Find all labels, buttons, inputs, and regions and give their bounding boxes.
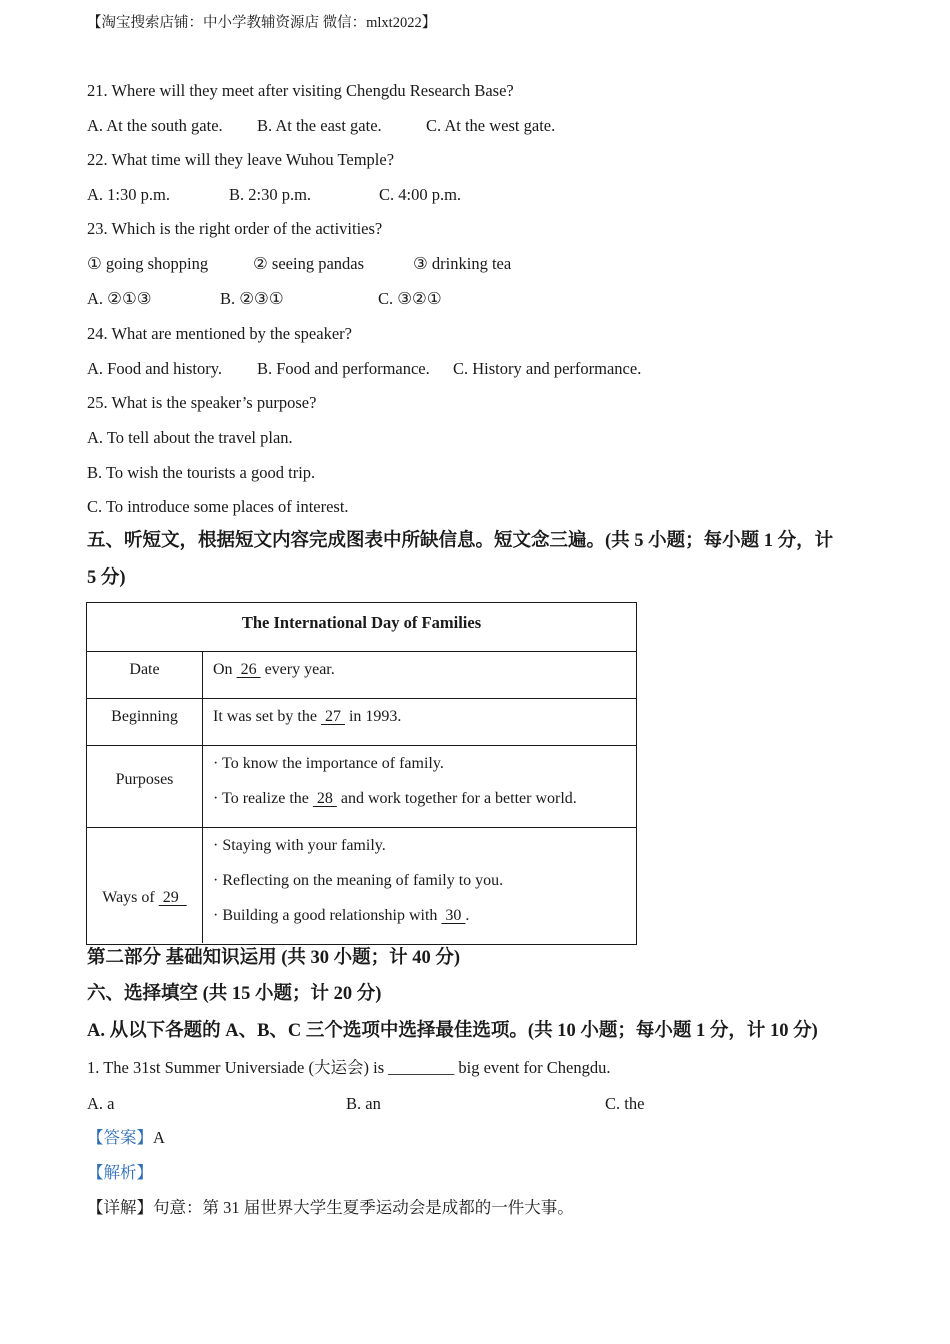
option-a: A. At the south gate. — [87, 116, 223, 135]
table-title: The International Day of Families — [87, 603, 636, 652]
option-c: C. History and performance. — [453, 359, 642, 378]
families-day-table — [86, 602, 637, 945]
row-content-beginning — [213, 698, 636, 745]
way-2: · Reflecting on the meaning of family to you. — [213, 872, 504, 889]
option-a: A. a — [87, 1094, 115, 1113]
option-c: C. ③②① — [378, 289, 442, 308]
answer-value: A — [153, 1128, 165, 1147]
option-b: B. ②③① — [220, 289, 284, 308]
question-21-options — [87, 116, 787, 136]
purpose-2: · To realize the 28 and work together for a better world. — [213, 790, 577, 807]
question-24: 24. What are mentioned by the speaker? — [87, 324, 352, 343]
option-b: B. 2:30 p.m. — [229, 185, 312, 204]
blank-29: 29 — [158, 889, 187, 906]
blank-28: 28 — [312, 790, 337, 807]
question-1-options — [87, 1094, 787, 1114]
option-a: A. Food and history. — [87, 359, 223, 378]
part-2-heading: 第二部分 基础知识运用 (共 30 小题；计 40 分) — [87, 948, 461, 968]
row-label-ways: Ways of 29 — [87, 828, 203, 943]
table-row-beginning — [87, 698, 636, 746]
question-25-option-b: B. To wish the tourists a good trip. — [87, 463, 316, 482]
option-c: C. 4:00 p.m. — [379, 185, 462, 204]
row-content-purposes — [213, 745, 636, 827]
question-1: 1. The 31st Summer Universiade (大运会) is ________ big event for Chengdu. — [87, 1058, 611, 1077]
section-6-heading: 六、选择填空 (共 15 小题；计 20 分) — [87, 984, 382, 1004]
table-row-ways — [87, 828, 636, 943]
row-label-purposes: Purposes — [87, 745, 203, 827]
question-25-option-c: C. To introduce some places of interest. — [87, 497, 349, 516]
answer-line — [87, 1128, 165, 1148]
question-24-options — [87, 359, 787, 379]
question-21: 21. Where will they meet after visiting Chengdu Research Base? — [87, 81, 514, 100]
question-25: 25. What is the speaker’s purpose? — [87, 393, 317, 412]
option-a: A. ②①③ — [87, 289, 152, 308]
question-23: 23. Which is the right order of the activities? — [87, 219, 383, 238]
detail-label: 【详解】 — [87, 1198, 153, 1217]
row-label-date: Date — [87, 651, 203, 698]
option-c: C. the — [605, 1094, 645, 1113]
question-22: 22. What time will they leave Wuhou Temple? — [87, 150, 395, 169]
date-text: On 26 every year. — [213, 661, 335, 678]
way-1: · Staying with your family. — [213, 837, 386, 854]
detail-line — [87, 1198, 574, 1218]
activity-item-2: ② seeing pandas — [253, 254, 365, 273]
question-22-options — [87, 185, 787, 205]
question-23-items — [87, 254, 787, 274]
option-b: B. Food and performance. — [257, 359, 430, 378]
way-3: · Building a good relationship with 30 . — [213, 907, 470, 924]
row-content-ways — [213, 828, 636, 943]
blank-30: 30 — [441, 907, 466, 924]
section-5-heading-cont: 5 分) — [87, 568, 126, 588]
question-25-option-a: A. To tell about the travel plan. — [87, 428, 293, 447]
blank-26: 26 — [236, 661, 261, 678]
section-a-heading: A. 从以下各题的 A、B、C 三个选项中选择最佳选项。(共 10 小题；每小题 1 分，计 10 分) — [87, 1021, 818, 1041]
detail-text: 句意：第 31 届世界大学生夏季运动会是成都的一件大事。 — [153, 1198, 574, 1217]
table-row-purposes — [87, 745, 636, 828]
purpose-1: · To know the importance of family. — [213, 755, 444, 772]
option-b: B. At the east gate. — [257, 116, 382, 135]
page-header: 【淘宝搜索店铺：中小学教辅资源店 微信：mlxt2022】 — [87, 15, 437, 31]
activity-item-1: ① going shopping — [87, 254, 209, 273]
table-row-date — [87, 651, 636, 699]
answer-label: 【答案】 — [87, 1128, 153, 1147]
option-c: C. At the west gate. — [426, 116, 556, 135]
option-a: A. 1:30 p.m. — [87, 185, 170, 204]
section-5-heading: 五、听短文，根据短文内容完成图表中所缺信息。短文念三遍。(共 5 小题；每小题 1 分，计 — [87, 531, 834, 551]
question-23-options — [87, 289, 787, 309]
analysis-label: 【解析】 — [87, 1163, 153, 1182]
beginning-text: It was set by the 27 in 1993. — [213, 708, 402, 725]
blank-27: 27 — [320, 708, 345, 725]
activity-item-3: ③ drinking tea — [413, 254, 512, 273]
row-content-date — [213, 651, 636, 698]
row-label-beginning: Beginning — [87, 698, 203, 745]
option-b: B. an — [346, 1094, 381, 1113]
